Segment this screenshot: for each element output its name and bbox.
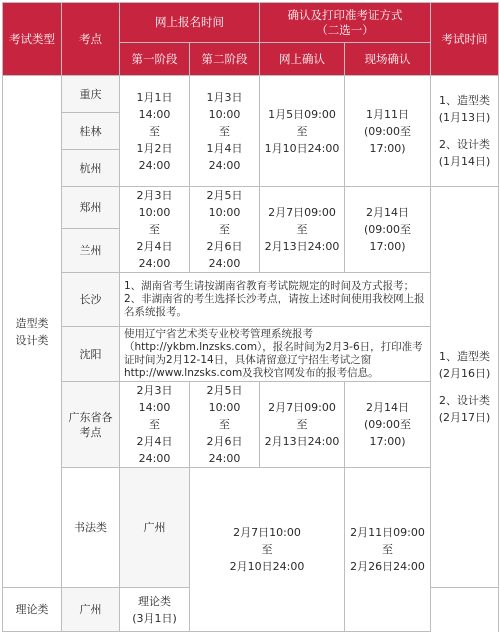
header-stage-1: 第一阶段 bbox=[120, 43, 190, 76]
header-exam-time: 考试时间 bbox=[431, 3, 499, 76]
section-label-line: 设计类 bbox=[15, 333, 49, 347]
time-line: 2月6日24:00 bbox=[206, 435, 243, 465]
time-line: 2月7日09:00 bbox=[268, 401, 336, 414]
venue-cell: 长沙 bbox=[62, 273, 120, 327]
time-line: 2月26日24:00 bbox=[350, 560, 425, 573]
onsite-confirm-cell bbox=[345, 76, 431, 187]
time-line: 2月4日24:00 bbox=[136, 435, 173, 465]
exam-line: (2月16日) bbox=[438, 367, 491, 380]
section-label-line: 造型类 bbox=[15, 316, 49, 330]
online-confirm-cell bbox=[260, 76, 345, 187]
venue-cell: 郑州 bbox=[62, 187, 120, 229]
venue-cell: 沈阳 bbox=[62, 327, 120, 382]
exam-schedule-table bbox=[2, 2, 499, 632]
venue-cell: 重庆 bbox=[62, 76, 120, 113]
section-label-theory: 理论类 bbox=[3, 588, 62, 632]
time-line: 1月3日10:00 bbox=[206, 90, 243, 121]
stage1-time-cell bbox=[120, 187, 190, 273]
time-line: 1月2日24:00 bbox=[136, 141, 173, 172]
onsite-confirm-cell bbox=[345, 187, 431, 273]
exam-spacer bbox=[433, 382, 496, 392]
registration-time-cell bbox=[190, 468, 345, 632]
time-line: 至 bbox=[261, 543, 273, 556]
header-exam-type: 考试类型 bbox=[3, 3, 62, 76]
time-line: 2月14日 bbox=[366, 206, 409, 219]
time-line: (09:00至17:00) bbox=[364, 124, 411, 155]
time-line: 2月11日09:00 bbox=[350, 526, 425, 539]
header-online-registration: 网上报名时间 bbox=[120, 3, 260, 43]
online-confirm-cell bbox=[345, 468, 431, 632]
header-confirmation bbox=[260, 3, 431, 43]
exam-line: 2、设计类 bbox=[439, 138, 490, 151]
stage2-time-cell bbox=[190, 76, 260, 187]
venue-cell: 杭州 bbox=[62, 150, 120, 187]
time-line: 至 bbox=[149, 223, 160, 236]
time-line: 2月7日09:00 bbox=[268, 206, 336, 219]
exam-line: (3月1日) bbox=[132, 611, 177, 625]
venue-cell: 广东省各考点 bbox=[62, 382, 120, 468]
note-line: 2、非湖南省的考生选择长沙考点，请按上述时间使用我校网上报名系统报考。 bbox=[124, 293, 425, 318]
time-line: 2月5日10:00 bbox=[206, 189, 243, 219]
stage1-time-cell bbox=[120, 382, 190, 468]
time-line: 2月3日14:00 bbox=[136, 384, 173, 414]
exam-line: (1月14日) bbox=[438, 155, 491, 168]
time-line: 至 bbox=[219, 223, 230, 236]
header-online-confirm: 网上确认 bbox=[260, 43, 345, 76]
time-line: (09:00至17:00) bbox=[364, 418, 411, 448]
exam-line: (2月17日) bbox=[438, 411, 491, 424]
exam-line: 理论类 bbox=[138, 594, 171, 608]
header-confirmation-subtitle: （二选一） bbox=[316, 22, 374, 37]
time-line: 2月13日24:00 bbox=[264, 435, 340, 448]
time-line: 2月4日24:00 bbox=[136, 240, 173, 270]
exam-time-cell bbox=[431, 76, 499, 187]
time-line: 至 bbox=[296, 223, 308, 236]
stage2-time-cell bbox=[190, 187, 260, 273]
note-line: 1、湖南省考生请按湖南省教育考试院规定的时间及方式报考； bbox=[124, 280, 415, 292]
time-line: 2月3日10:00 bbox=[136, 189, 173, 219]
time-line: 至 bbox=[219, 124, 230, 138]
exam-time-theory bbox=[120, 588, 190, 632]
online-confirm-cell bbox=[260, 382, 345, 468]
venue-cell: 广州 bbox=[120, 468, 190, 588]
time-line: 1月10日24:00 bbox=[264, 141, 340, 155]
header-stage-2: 第二阶段 bbox=[190, 43, 260, 76]
time-line: 1月4日24:00 bbox=[206, 141, 243, 172]
section-label-modeling-design bbox=[3, 76, 62, 588]
header-confirmation-title: 确认及打印准考证方式 bbox=[287, 7, 403, 22]
time-line: (09:00至17:00) bbox=[364, 223, 411, 253]
section-label-calligraphy: 书法类 bbox=[62, 468, 120, 588]
venue-cell: 广州 bbox=[62, 588, 120, 632]
time-line: 1月5日09:00 bbox=[268, 107, 336, 121]
time-line: 2月10日24:00 bbox=[229, 560, 305, 573]
header-venue: 考点 bbox=[62, 3, 120, 76]
changsha-note bbox=[120, 273, 431, 327]
onsite-confirm-cell bbox=[345, 382, 431, 468]
time-line: 2月13日24:00 bbox=[264, 240, 340, 253]
time-line: 至 bbox=[296, 418, 308, 431]
time-line: 2月6日24:00 bbox=[206, 240, 243, 270]
time-line: 2月14日 bbox=[366, 401, 409, 414]
time-line: 1月11日 bbox=[366, 107, 409, 121]
venue-cell: 兰州 bbox=[62, 228, 120, 272]
exam-line: (1月13日) bbox=[438, 111, 491, 124]
exam-time-cell bbox=[431, 187, 499, 588]
venue-cell: 桂林 bbox=[62, 113, 120, 150]
time-line: 至 bbox=[382, 543, 393, 556]
time-line: 2月7日10:00 bbox=[233, 526, 301, 539]
time-line: 至 bbox=[219, 418, 230, 431]
time-line: 1月1日14:00 bbox=[136, 90, 173, 121]
time-line: 2月5日10:00 bbox=[206, 384, 243, 414]
exam-line: 2、设计类 bbox=[439, 394, 490, 407]
time-line: 至 bbox=[296, 124, 308, 138]
time-line: 至 bbox=[149, 124, 160, 138]
shenyang-note: 使用辽宁省艺术类专业校考管理系统报考（http://ykbm.lnzsks.com），报名时间为2月3-6日，打印准考证时间为2月12-14日，具体请留意辽宁招生考试之窗http://www.lnzsks.com及我校官网发布的报考信息。 bbox=[120, 327, 431, 382]
header-onsite-confirm: 现场确认 bbox=[345, 43, 431, 76]
stage1-time-cell bbox=[120, 76, 190, 187]
online-confirm-cell bbox=[260, 187, 345, 273]
time-line: 至 bbox=[149, 418, 160, 431]
exam-line: 1、造型类 bbox=[439, 94, 490, 107]
exam-line: 1、造型类 bbox=[439, 350, 490, 363]
exam-spacer bbox=[433, 126, 496, 136]
stage2-time-cell bbox=[190, 382, 260, 468]
